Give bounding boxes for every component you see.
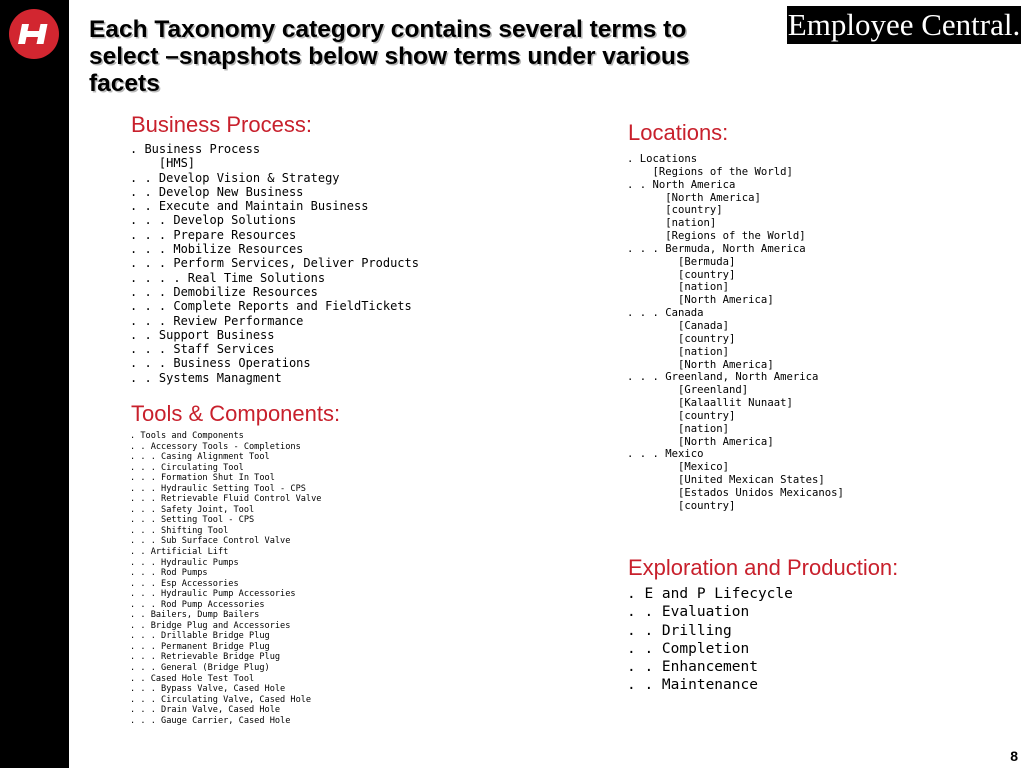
tools-components-term: . . Accessory Tools - Completions [130, 441, 301, 452]
tools-components-term: . . . Rod Pumps [130, 568, 208, 579]
tools-components-term: . . . Permanent Bridge Plug [130, 641, 270, 652]
locations-term: [Kalaallit Nunaat] [627, 397, 793, 410]
locations-heading: Locations: [628, 120, 729, 145]
business-process-term: . Business Process [130, 142, 261, 156]
tools-components-term: . Tools and Components [130, 431, 244, 441]
locations-term: [nation] [627, 345, 730, 358]
tools-components-term: . . . Hydraulic Setting Tool - CPS [130, 483, 306, 494]
business-process-term: . . . Demobilize Resources [130, 284, 318, 299]
tools-components-list [130, 431, 321, 726]
tools-components-term: . . Artificial Lift [130, 547, 229, 558]
tools-components-heading: Tools & Components: [131, 401, 341, 426]
locations-term: [Regions of the World] [627, 165, 793, 178]
business-process-term: . . Systems Managment [130, 370, 282, 385]
exploration-production-heading: Exploration and Production: [628, 555, 899, 580]
locations-term: . . . Canada [627, 307, 704, 320]
locations-term: . Locations [627, 153, 698, 165]
exploration-production-list [627, 585, 793, 695]
locations-term: [Mexico] [627, 461, 730, 474]
locations-term: [North America] [627, 358, 774, 371]
tools-components-term: . . . Formation Shut In Tool [130, 473, 275, 484]
business-process-term: . . Execute and Maintain Business [130, 199, 369, 214]
business-process-term: . . . Develop Solutions [130, 213, 297, 228]
tools-components-term: . . . Retrievable Fluid Control Valve [130, 494, 322, 505]
tools-components-term: . . . Sub Surface Control Valve [130, 536, 291, 547]
locations-term: [nation] [627, 422, 730, 435]
business-process-term: . . Support Business [130, 327, 275, 342]
locations-term: [North America] [627, 294, 774, 307]
business-process-term: . . . Complete Reports and FieldTickets [130, 299, 412, 314]
business-process-term: [HMS] [130, 156, 196, 171]
locations-term: [country] [627, 499, 736, 512]
locations-term: [country] [627, 332, 736, 345]
tools-components-term: . . . Shifting Tool [130, 525, 229, 536]
exploration-production-term: . . Maintenance [627, 677, 758, 694]
locations-term: . . North America [627, 178, 736, 191]
locations-list [627, 153, 844, 513]
locations-term: [country] [627, 268, 736, 281]
business-process-term: . . . Mobilize Resources [130, 242, 304, 257]
tools-components-term: . . . Circulating Tool [130, 462, 244, 473]
tools-components-term: . . Cased Hole Test Tool [130, 673, 255, 684]
exploration-production-term: . . Enhancement [627, 659, 758, 676]
business-process-term: . . . Business Operations [130, 356, 311, 371]
locations-term: [Regions of the World] [627, 230, 806, 243]
employee-central-logo: Employee Central. [787, 7, 1021, 42]
tools-components-term: . . . Gauge Carrier, Cased Hole [130, 715, 291, 726]
slide-title: Each Taxonomy category contains several terms to select –snapshots below show terms under various facets [89, 16, 690, 97]
locations-term: [North America] [627, 191, 761, 204]
business-process-term: . . . Staff Services [130, 342, 275, 357]
tools-components-term: . . . Hydraulic Pumps [130, 557, 239, 568]
tools-components-term: . . Bridge Plug and Accessories [130, 620, 291, 631]
locations-term: [United Mexican States] [627, 474, 825, 487]
sidebar [0, 0, 69, 768]
locations-term: [nation] [627, 217, 717, 230]
locations-term: . . . Greenland, North America [627, 371, 819, 384]
exploration-production-term: . E and P Lifecycle [627, 586, 793, 602]
locations-term: [country] [627, 409, 736, 422]
locations-term: [Canada] [627, 319, 730, 332]
business-process-term: . . . Prepare Resources [130, 227, 297, 242]
locations-term: [Greenland] [627, 384, 749, 397]
company-logo [9, 9, 59, 59]
tools-components-term: . . Bailers, Dump Bailers [130, 610, 260, 621]
locations-term: . . . Mexico [627, 448, 704, 461]
business-process-term: . . Develop New Business [130, 184, 304, 199]
tools-components-term: . . . General (Bridge Plug) [130, 663, 270, 674]
tools-components-term: . . . Bypass Valve, Cased Hole [130, 684, 286, 695]
business-process-heading: Business Process: [131, 112, 312, 137]
logo-mark-icon [9, 9, 59, 59]
exploration-production-term: . . Completion [627, 640, 750, 657]
tools-components-term: . . . Esp Accessories [130, 578, 239, 589]
tools-components-term: . . . Setting Tool - CPS [130, 515, 255, 526]
tools-components-term: . . . Retrievable Bridge Plug [130, 652, 281, 663]
page-number: 8 [1010, 748, 1018, 764]
exploration-production-term: . . Drilling [627, 622, 732, 639]
tools-components-term: . . . Drillable Bridge Plug [130, 631, 270, 642]
business-process-list [130, 142, 419, 385]
tools-components-term: . . . Safety Joint, Tool [130, 504, 255, 515]
tools-components-term: . . . Drain Valve, Cased Hole [130, 705, 281, 716]
locations-term: . . . Bermuda, North America [627, 242, 806, 255]
tools-components-term: . . . Casing Alignment Tool [130, 452, 270, 463]
business-process-term: . . . . Real Time Solutions [130, 270, 326, 285]
locations-term: [nation] [627, 281, 730, 294]
business-process-term: . . Develop Vision & Strategy [130, 170, 340, 185]
exploration-production-term: . . Evaluation [627, 604, 750, 621]
locations-term: [Bermuda] [627, 255, 736, 268]
tools-components-term: . . . Circulating Valve, Cased Hole [130, 694, 312, 705]
business-process-term: . . . Perform Services, Deliver Products [130, 256, 419, 271]
business-process-term: . . . Review Performance [130, 313, 304, 328]
tools-components-term: . . . Hydraulic Pump Accessories [130, 589, 296, 600]
tools-components-term: . . . Rod Pump Accessories [130, 599, 265, 610]
locations-term: [country] [627, 204, 723, 217]
locations-term: [North America] [627, 435, 774, 448]
locations-term: [Estados Unidos Mexicanos] [627, 486, 844, 499]
